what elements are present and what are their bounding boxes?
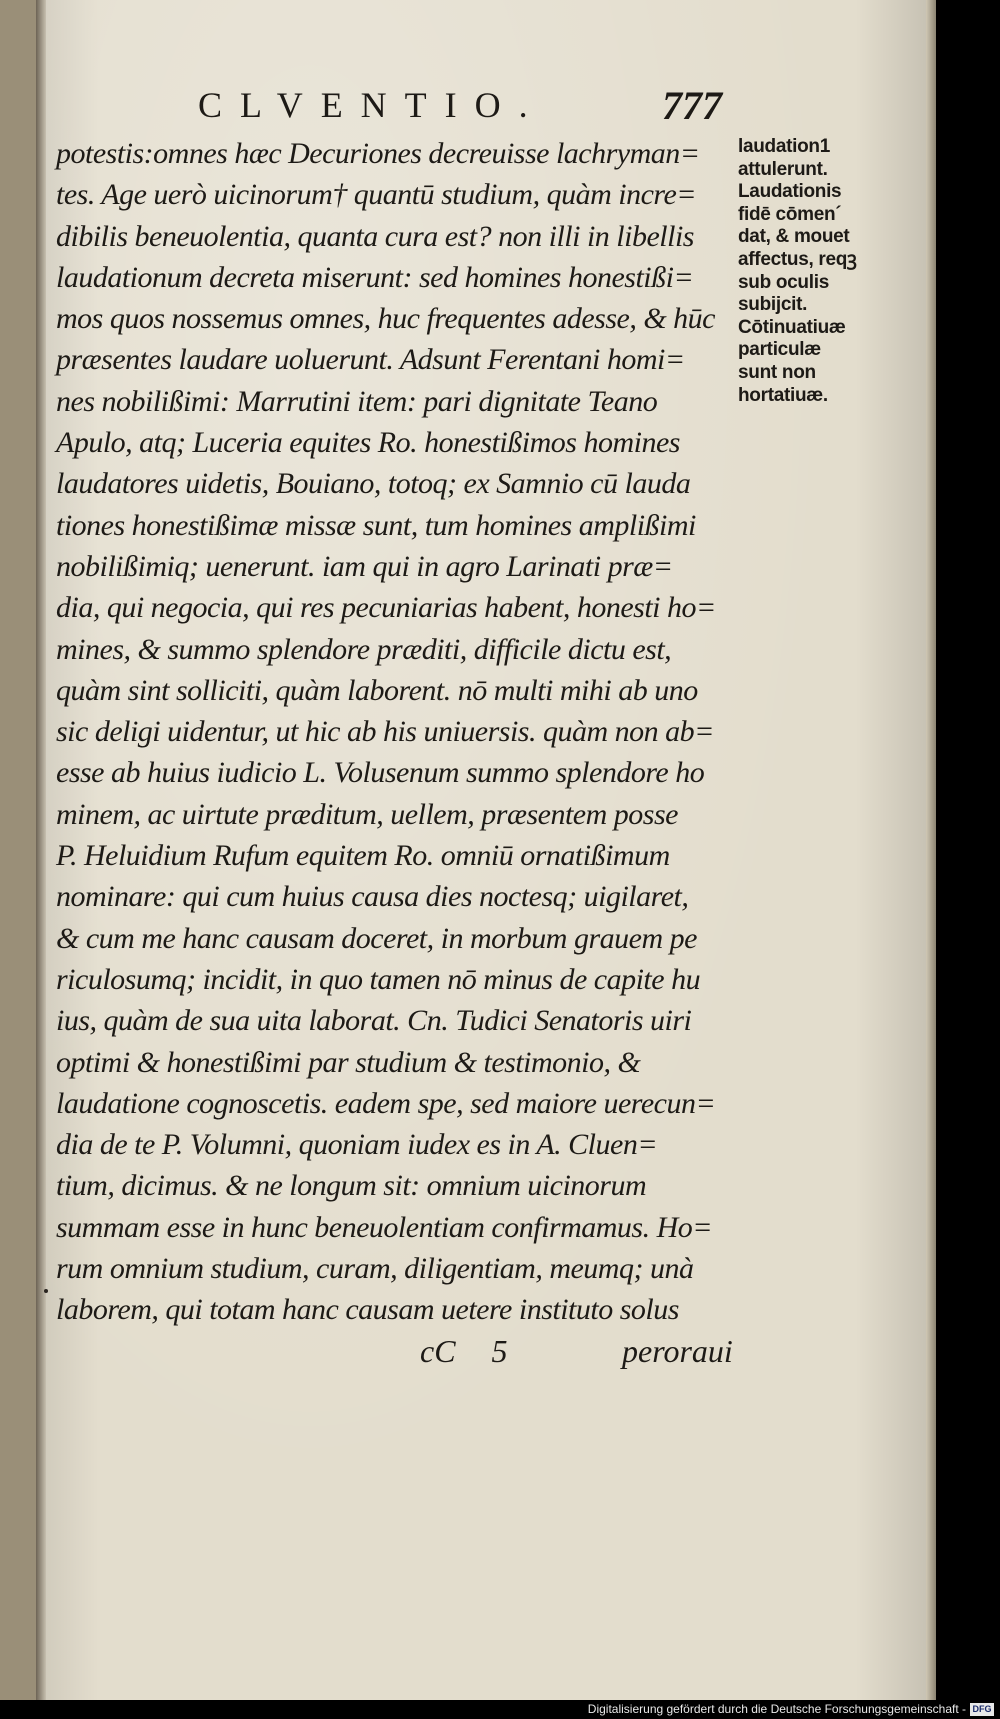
- signature-mark: cC 5: [420, 1333, 508, 1369]
- text-line: P. Heluidium Rufum equitem Ro. omniū ornatißimum: [56, 839, 670, 873]
- margin-note-line: Laudationis: [738, 181, 842, 203]
- text-line: laudationum decreta miserunt: sed homines honestißi=: [56, 260, 694, 294]
- text-line: dibilis beneuolentia, quanta cura est? non illi in libellis: [56, 219, 694, 253]
- text-line: præsentes laudare uoluerunt. Adsunt Ferentani homi=: [56, 343, 685, 377]
- text-line: rum omnium studium, curam, diligentiam, meumq; unà: [56, 1252, 694, 1286]
- margin-note-line: sub oculis: [738, 271, 829, 293]
- text-line: & cum me hanc causam doceret, in morbum grauem pe: [56, 921, 697, 955]
- margin-note-line: laudation1: [738, 136, 831, 157]
- text-line: nobilißimiq; uenerunt. iam qui in agro Larinati præ=: [56, 549, 673, 583]
- margin-note-line: dat, & mouet: [738, 226, 850, 248]
- text-line: summam esse in hunc beneuolentiam confirmamus. Ho=: [56, 1210, 712, 1244]
- margin-note-line: Cōtinuatiuæ: [738, 316, 846, 338]
- text-line: tiones honestißimæ missæ sunt, tum homines amplißimi: [56, 508, 696, 542]
- catchword: peroraui: [622, 1333, 733, 1369]
- text-line: minem, ac uirtute præditum, uellem, præsentem posse: [56, 797, 678, 831]
- dfg-logo: DFG: [970, 1703, 994, 1716]
- margin-note-line: particulæ: [738, 339, 821, 361]
- marginal-notes: [738, 136, 898, 407]
- text-line: nes nobilißimi: Marrutini item: pari dignitate Teano: [56, 384, 658, 418]
- text-line: potestis:omnes hæc Decuriones decreuisse lachryman=: [56, 137, 700, 170]
- page-number: 777: [662, 83, 722, 128]
- ink-spot: [44, 1289, 48, 1293]
- text-line: dia, qui negocia, qui res pecuniarias habent, honesti ho=: [56, 591, 716, 625]
- running-head: CLVENTIO.: [198, 85, 546, 125]
- funding-credit: Digitalisierung gefördert durch die Deutsche Forschungsgemeinschaft -: [587, 1702, 966, 1716]
- body-text: [56, 133, 736, 1331]
- text-line: nominare: qui cum huius causa dies noctesq; uigilaret,: [56, 880, 689, 914]
- margin-note-line: hortatiuæ.: [738, 384, 828, 406]
- text-line: Apulo, atq; Luceria equites Ro. honestißimos homines: [56, 426, 680, 460]
- text-line: dia de te P. Volumni, quoniam iudex es in A. Cluen=: [56, 1128, 658, 1162]
- text-line: optimi & honestißimi par studium & testimonio, &: [56, 1045, 641, 1079]
- text-line: tium, dicimus. & ne longum sit: omnium uicinorum: [56, 1169, 647, 1203]
- text-line: laudatione cognoscetis. eadem spe, sed maiore uerecun=: [56, 1086, 716, 1120]
- left-binding-strip: [0, 0, 36, 1719]
- text-line: mines, & summo splendore præditi, difficile dictu est,: [56, 632, 672, 666]
- text-line: sic deligi uidentur, ut hic ab his uniuersis. quàm non ab=: [56, 715, 714, 749]
- text-line: laborem, qui totam hanc causam uetere instituto solus: [56, 1293, 679, 1327]
- text-line: ius, quàm de sua uita laborat. Cn. Tudici Senatoris uiri: [56, 1004, 692, 1038]
- text-line: laudatores uidetis, Bouiano, totoq; ex Samnio cū lauda: [56, 467, 691, 501]
- text-line: tes. Age uerò uicinorum† quantū studium, quàm incre=: [56, 178, 697, 212]
- margin-note-line: sunt non: [738, 361, 816, 383]
- margin-note-line: subijcit.: [738, 294, 808, 316]
- margin-note-line: fidē cōmen´: [738, 203, 842, 225]
- text-line: riculosumq; incidit, in quo tamen nō minus de capite hu: [56, 962, 701, 996]
- margin-note-line: affectus, reqꝫ: [738, 248, 857, 270]
- text-line: quàm sint solliciti, quàm laborent. nō multi mihi ab uno: [56, 673, 698, 707]
- page-edge: [926, 0, 936, 1700]
- text-line: esse ab huius iudicio L. Volusenum summo splendore ho: [56, 756, 705, 790]
- margin-note-line: attulerunt.: [738, 158, 828, 180]
- text-line: mos quos nossemus omnes, huc frequentes adesse, & hūc: [56, 302, 715, 336]
